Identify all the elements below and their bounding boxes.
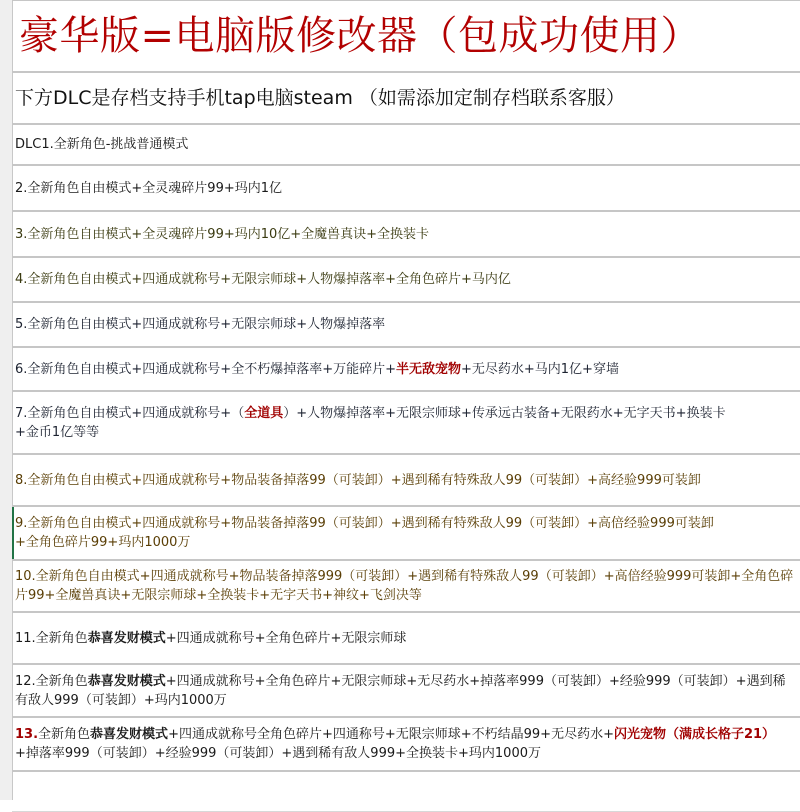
row-text (15, 514, 718, 552)
table-row[interactable] (12, 258, 800, 303)
text-segment: +四通成就称号全角色碎片+四通称号+无限宗师球+不朽结晶99+无尽药水+ (168, 727, 614, 742)
row-text (15, 225, 433, 244)
bold-text: 恭喜发财模式 (87, 673, 166, 689)
table-row[interactable] (12, 455, 800, 507)
row-text (15, 270, 515, 289)
table-row[interactable] (12, 718, 800, 772)
text-segment: 5.全新角色自由模式+四通成就称号+无限宗师球+人物爆掉落率 (15, 317, 386, 332)
row-text (15, 471, 705, 490)
page-title: 豪华版=电脑版修改器（包成功使用） (19, 13, 702, 59)
highlight-text: 全道具 (244, 405, 284, 421)
row-number: 13. (15, 727, 39, 742)
row-text (15, 315, 389, 334)
text-segment: +四通成就称号+全角色碎片+无限宗师球+无尽药水+掉落率999（可装卸）+经验999（可装卸）+遇到稀有敌人999（可装卸）+玛内1000万 (15, 673, 786, 708)
table-row[interactable] (12, 166, 800, 212)
table-row[interactable] (12, 212, 800, 258)
row-text (15, 404, 730, 442)
text-segment: ）+人物爆掉落率+无限宗师球+传承远古装备+无限药水+无字天书+换装卡 (283, 405, 726, 421)
spreadsheet (12, 0, 800, 812)
text-segment: +金币1亿等等 (15, 424, 100, 440)
text-segment: 2.全新角色自由模式+全灵魂碎片99+玛内1亿 (15, 180, 283, 196)
text-segment: 4.全新角色自由模式+四通成就称号+无限宗师球+人物爆掉落率+全角色碎片+马内亿 (15, 272, 511, 287)
row-text (15, 360, 623, 379)
row-text (15, 135, 192, 154)
row-text (15, 725, 800, 763)
text-segment: 7.全新角色自由模式+四通成就称号+（ (15, 405, 245, 421)
table-row[interactable] (12, 125, 800, 166)
text-segment: DLC1.全新角色-挑战普通模式 (15, 137, 189, 152)
text-segment: 11.全新角色 (15, 630, 88, 646)
table-row[interactable] (12, 348, 800, 392)
row-text (15, 629, 410, 648)
text-segment: +无尽药水+马内1亿+穿墙 (461, 361, 619, 377)
highlight-text: 闪光宠物（满成长格子21） (613, 727, 776, 742)
row-text (15, 567, 800, 605)
table-row[interactable] (12, 392, 800, 455)
row-text (15, 672, 800, 710)
text-segment: 9.全新角色自由模式+四通成就称号+物品装备掉落99（可装卸）+遇到稀有特殊敌人99（可装卸）+高倍经验999可装卸 (15, 516, 714, 531)
text-segment: +四通成就称号+全角色碎片+无限宗师球 (165, 630, 407, 646)
subtitle-text: 下方DLC是存档支持手机tap电脑steam （如需添加定制存档联系客服） (15, 87, 625, 109)
text-segment: 8.全新角色自由模式+四通成就称号+物品装备掉落99（可装卸）+遇到稀有特殊敌人99（可装卸）+高经验999可装卸 (15, 472, 701, 488)
bold-text: 恭喜发财模式 (90, 727, 169, 742)
text-segment: 3.全新角色自由模式+全灵魂碎片99+玛内10亿+全魔兽真诀+全换装卡 (15, 226, 430, 242)
text-segment: 全新角色 (38, 727, 91, 742)
text-segment: +掉落率999（可装卸）+经验999（可装卸）+遇到稀有敌人999+全换装卡+玛内1000万 (15, 746, 541, 761)
table-row[interactable] (12, 665, 800, 718)
title-cell[interactable] (12, 0, 800, 73)
highlight-text: 半无敌宠物 (395, 361, 461, 377)
text-segment: 12.全新角色 (15, 673, 88, 689)
text-segment: 10.全新角色自由模式+四通成就称号+物品装备掉落999（可装卸）+遇到稀有特殊敌人99（可装卸）+高倍经验999可装卸+全角色碎片99+全魔兽真诀+无限宗师球+全换装卡+无字天书+神纹+飞剑决等 (15, 569, 794, 603)
subtitle-cell[interactable] (12, 73, 800, 125)
table-row-selected[interactable] (12, 507, 800, 561)
empty-row[interactable] (12, 772, 800, 812)
text-segment: +全角色碎片99+玛内1000万 (15, 535, 191, 550)
table-row[interactable] (12, 561, 800, 613)
bold-text: 恭喜发财模式 (87, 630, 166, 646)
table-row[interactable] (12, 303, 800, 348)
text-segment: 6.全新角色自由模式+四通成就称号+全不朽爆掉落率+万能碎片+ (15, 361, 396, 377)
table-row[interactable] (12, 613, 800, 665)
row-text (15, 179, 286, 198)
